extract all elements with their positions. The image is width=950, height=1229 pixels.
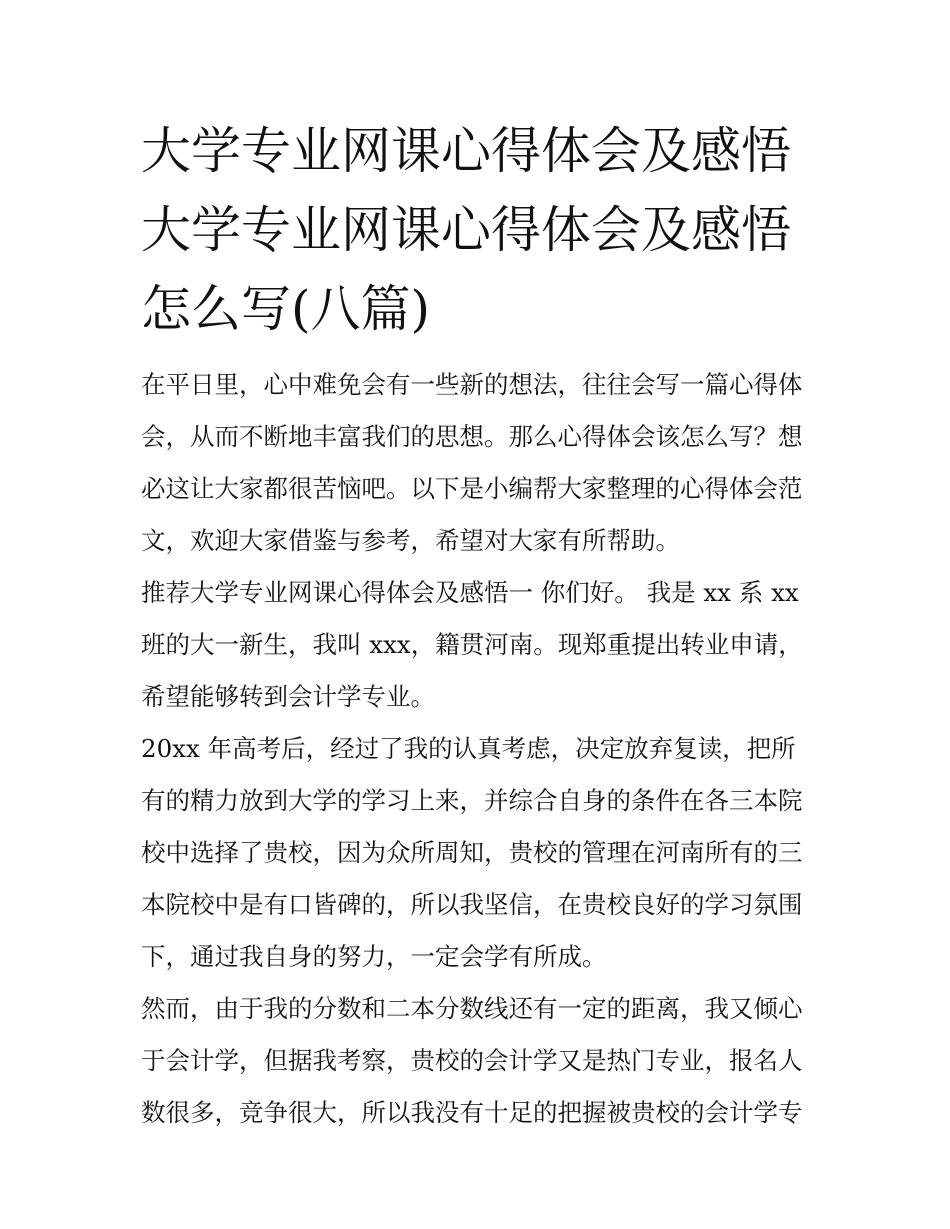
title-line: 怎么写(八篇) [141,280,431,338]
title-line: 大学专业网课心得体会及感悟 [141,122,791,180]
document-title [141,112,821,349]
title-line: 大学专业网课心得体会及感悟 [141,201,791,259]
text-line: 校中选择了贵校，因为众所周知，贵校的管理在河南所有的三 [141,838,803,867]
text-line: 于会计学，但据我考察，贵校的会计学又是热门专业，报名人 [141,1046,803,1075]
intro-paragraph [141,359,821,567]
text-line: 希望能够转到会计学专业。 [141,682,435,711]
text-line: 有的精力放到大学的学习上来，并综合自身的条件在各三本院 [141,786,803,815]
text-line: 班的大一新生，我叫 xxx，籍贯河南。现郑重提出转业申请， [141,630,803,659]
document-content [141,112,821,1139]
text-line: 20xx 年高考后，经过了我的认真考虑，决定放弃复读，把所 [141,734,796,763]
recommendation-paragraph [141,567,821,723]
text-line: 本院校中是有口皆碑的，所以我坚信，在贵校良好的学习氛围 [141,890,803,919]
text-line: 然而，由于我的分数和二本分数线还有一定的距离，我又倾心 [141,994,803,1023]
text-line: 数很多，竞争很大，所以我没有十足的把握被贵校的会计学专 [141,1098,803,1127]
document-body [141,359,821,1139]
text-line: 在平日里，心中难免会有一些新的想法，往往会写一篇心得体 [141,370,803,399]
text-line: 会，从而不断地丰富我们的思想。那么心得体会该怎么写？想 [141,422,803,451]
text-line: 必这让大家都很苦恼吧。以下是小编帮大家整理的心得体会范 [141,474,803,503]
text-line: 推荐大学专业网课心得体会及感悟一 你们好。 我是 xx 系 xx [141,578,799,607]
text-line: 下，通过我自身的努力，一定会学有所成。 [141,942,607,971]
background-paragraph [141,723,821,983]
reason-paragraph [141,983,821,1139]
text-line: 文，欢迎大家借鉴与参考，希望对大家有所帮助。 [141,526,680,555]
